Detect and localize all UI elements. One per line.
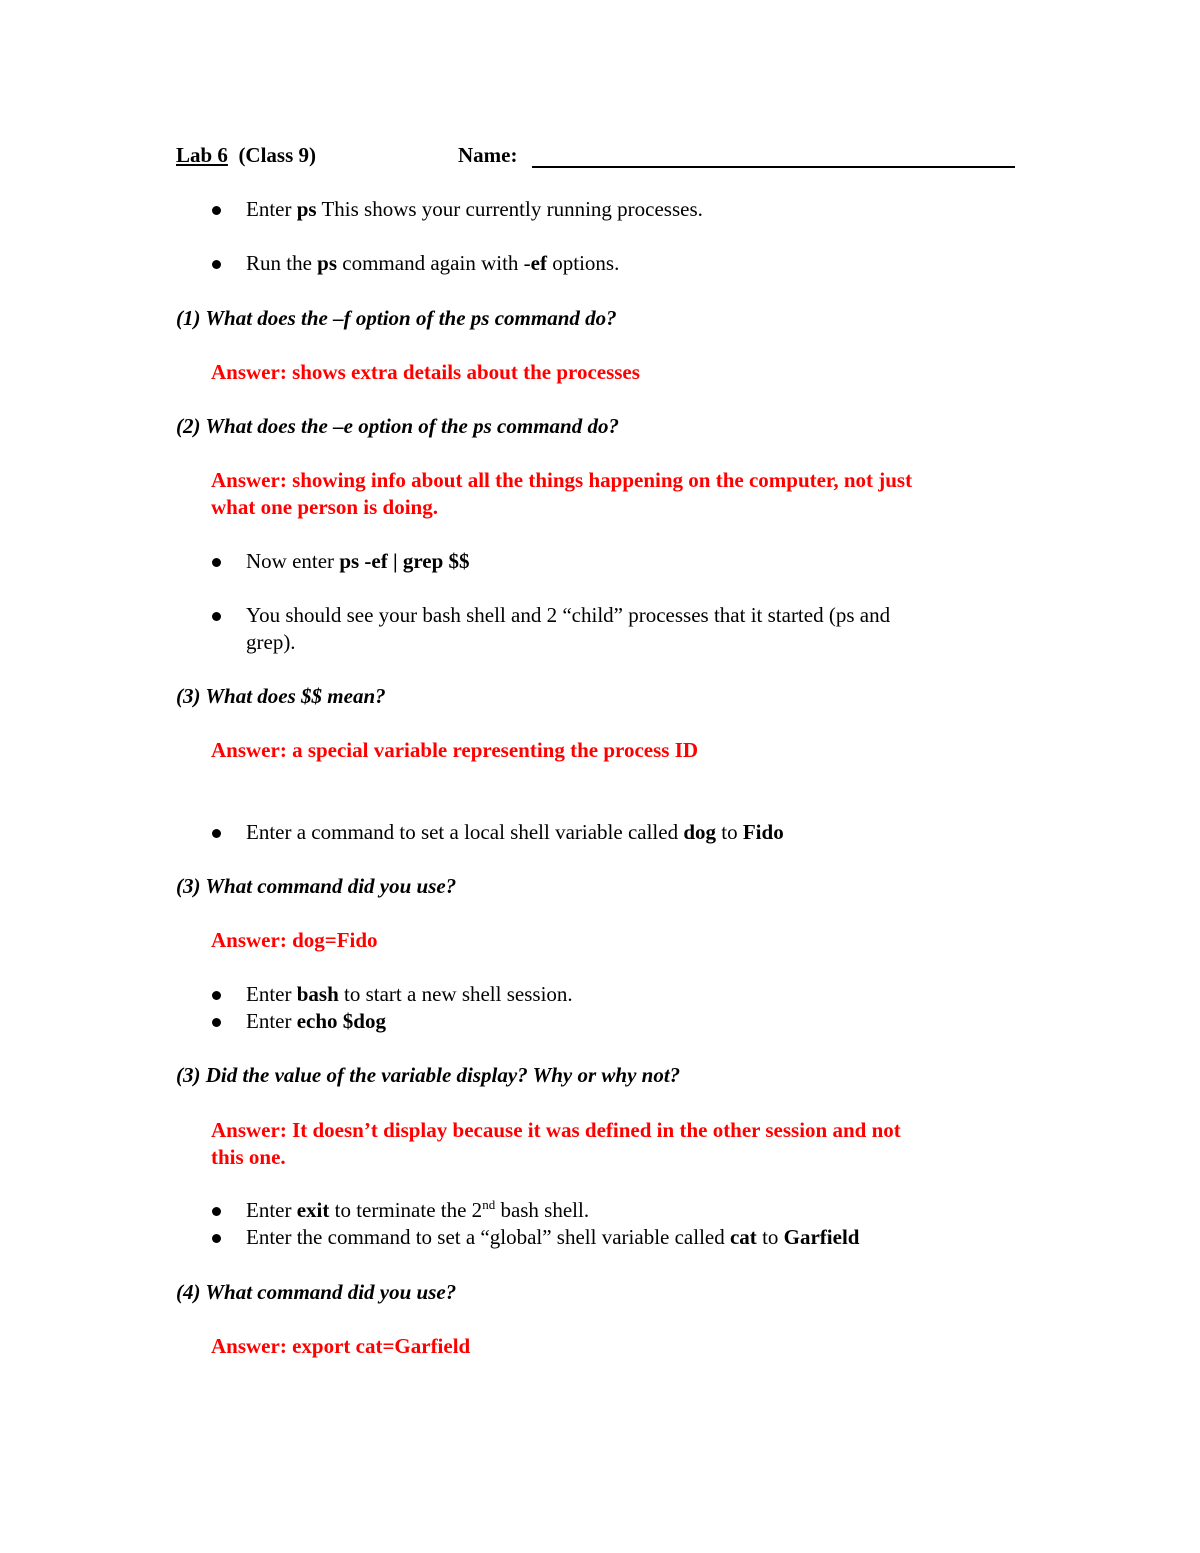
answer-2-line-1: Answer: showing info about all the things happening on the computer, not just — [211, 468, 913, 492]
answer-4: Answer: dog=Fido — [211, 928, 378, 952]
step-see-bash-line-1: You should see your bash shell and 2 “child” processes that it started (ps and — [246, 603, 891, 627]
class-number: (Class 9) — [238, 143, 317, 167]
bullet-icon — [212, 558, 221, 567]
step-exit-shell: Enter exit to terminate the 2nd bash shell. — [246, 1197, 590, 1222]
question-4: (3) What command did you use? — [176, 874, 457, 898]
lab-number: Lab 6 — [176, 143, 228, 167]
question-2: (2) What does the –e option of the ps command do? — [176, 414, 619, 438]
answer-5-line-1: Answer: It doesn’t display because it was defined in the other session and not — [211, 1118, 901, 1142]
bullet-icon — [212, 1018, 221, 1027]
question-1: (1) What does the –f option of the ps command do? — [176, 306, 617, 330]
question-5: (3) Did the value of the variable display? Why or why not? — [176, 1063, 681, 1087]
name-blank-line[interactable] — [532, 166, 1015, 168]
answer-6: Answer: export cat=Garfield — [211, 1334, 471, 1358]
question-6: (4) What command did you use? — [176, 1280, 457, 1304]
name-label: Name: — [458, 143, 518, 167]
step-enter-bash: Enter bash to start a new shell session. — [246, 982, 573, 1006]
bullet-icon — [212, 206, 221, 215]
bullet-icon — [212, 612, 221, 621]
step-set-global-var: Enter the command to set a “global” shell variable called cat to Garfield — [246, 1225, 860, 1249]
bullet-icon — [212, 1207, 221, 1216]
bullet-icon — [212, 1234, 221, 1243]
answer-2-line-2: what one person is doing. — [211, 495, 438, 519]
question-3: (3) What does $$ mean? — [176, 684, 386, 708]
answer-1: Answer: shows extra details about the processes — [211, 360, 640, 384]
bullet-icon — [212, 260, 221, 269]
lab-title — [176, 142, 316, 169]
answer-3: Answer: a special variable representing the process ID — [211, 738, 699, 762]
step-ps-grep: Now enter ps -ef | grep $$ — [246, 549, 470, 573]
answer-5-line-2: this one. — [211, 1145, 286, 1169]
bullet-icon — [212, 829, 221, 838]
step-enter-ps: Enter ps This shows your currently running processes. — [246, 197, 703, 221]
step-echo-dog: Enter echo $dog — [246, 1009, 386, 1033]
bullet-icon — [212, 991, 221, 1000]
step-see-bash-line-2: grep). — [246, 630, 296, 654]
step-run-ps-ef: Run the ps command again with -ef options. — [246, 251, 620, 275]
step-set-local-var: Enter a command to set a local shell variable called dog to Fido — [246, 820, 784, 844]
